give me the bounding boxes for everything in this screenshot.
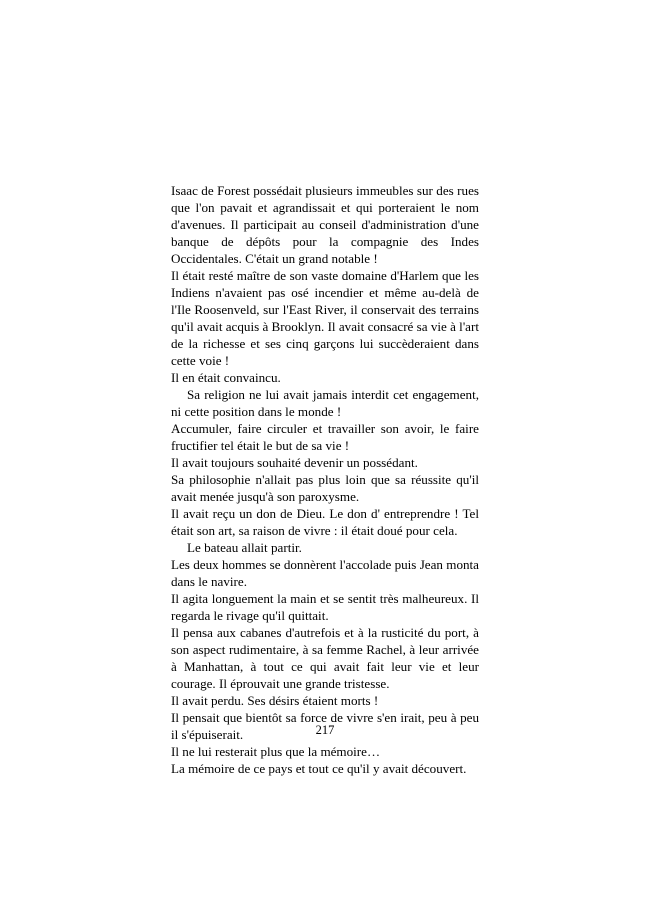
paragraph: Accumuler, faire circuler et travailler son avoir, le faire fructifier tel était le but de sa vie !	[171, 421, 479, 453]
paragraph: Il était resté maître de son vaste domaine d'Harlem que les Indiens n'avaient pas osé incendier et même au-delà de l'Ile Roosenveld, sur l'East River, il conservait des terrains qu'il avait acquis à Brooklyn. Il avait consacré sa vie à l'art de la richesse et ses cinq garçons lui succèderaient dans cette voie !	[171, 268, 479, 368]
page-number: 217	[315, 723, 335, 737]
paragraph: Il avait toujours souhaité devenir un possédant.	[171, 455, 418, 470]
paragraph: Il agita longuement la main et se sentit très malheureux. Il regarda le rivage qu'il quittait.	[171, 591, 479, 623]
paragraph: Il avait reçu un don de Dieu. Le don d' entreprendre ! Tel était son art, sa raison de vivre : il était doué pour cela.	[171, 506, 479, 538]
paragraph-indented: Le bateau allait partir.	[187, 540, 302, 555]
paragraph: Il avait perdu. Ses désirs étaient morts !	[171, 693, 379, 708]
paragraph-indented: Sa religion ne lui avait jamais interdit cet engagement, ni cette position dans le monde !	[171, 387, 479, 419]
paragraph: Les deux hommes se donnèrent l'accolade puis Jean monta dans le navire.	[171, 557, 479, 589]
body-text	[171, 182, 479, 777]
paragraph: La mémoire de ce pays et tout ce qu'il y avait découvert.	[171, 761, 467, 776]
paragraph: Isaac de Forest possédait plusieurs immeubles sur des rues que l'on pavait et agrandissait et qui porteraient le nom d'avenues. Il participait au conseil d'administration d'une banque de dépôts pour la compagnie des Indes Occidentales. C'était un grand notable !	[171, 183, 479, 266]
paragraph: Il en était convaincu.	[171, 370, 281, 385]
paragraph: Il ne lui resterait plus que la mémoire…	[171, 744, 381, 759]
paragraph: Sa philosophie n'allait pas plus loin que sa réussite qu'il avait menée jusqu'à son paroxysme.	[171, 472, 479, 504]
paragraph: Il pensait que bientôt sa force de vivre s'en irait, peu à peu il s'épuiserait.	[171, 710, 479, 742]
paragraph: Il pensa aux cabanes d'autrefois et à la rusticité du port, à son aspect rudimentaire, à sa femme Rachel, à leur arrivée à Manhattan, à tout ce qui avait fait leur vie et leur courage. Il éprouvait une grande tristesse.	[171, 625, 479, 691]
